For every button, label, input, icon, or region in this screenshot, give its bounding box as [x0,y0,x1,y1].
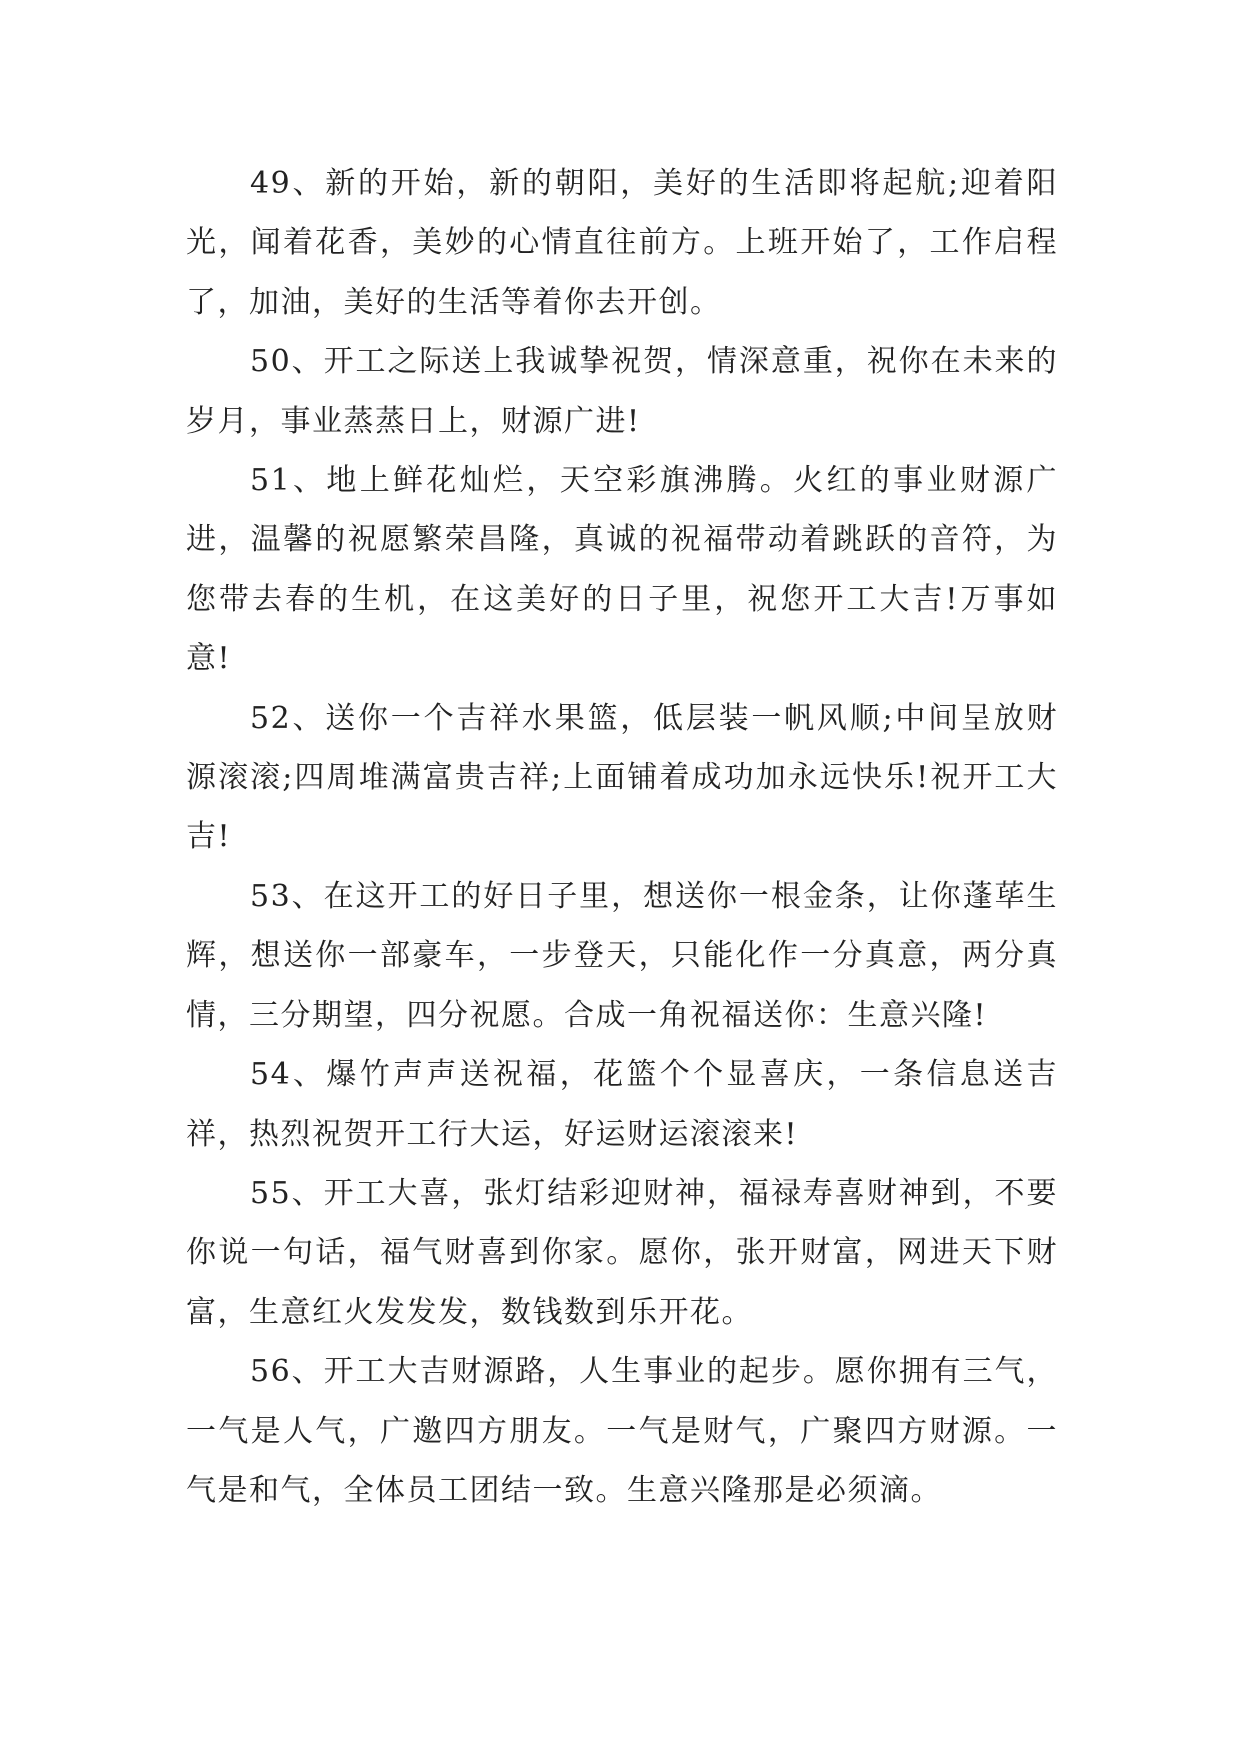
paragraph-50: 50、开工之际送上我诚挚祝贺，情深意重，祝你在未来的岁月，事业蒸蒸日上，财源广进! [186,344,1058,439]
paragraph-55: 55、开工大喜，张灯结彩迎财神，福禄寿喜财神到，不要你说一句话，福气财喜到你家。愿你，张开财富，网进天下财富，生意红火发发发，数钱数到乐开花。 [186,1175,1058,1330]
paragraph-52: 52、送你一个吉祥水果篮，低层装一帆风顺;中间呈放财源滚滚;四周堆满富贵吉祥;上面铺着成功加永远快乐!祝开工大吉! [186,700,1058,855]
paragraph-56: 56、开工大吉财源路，人生事业的起步。愿你拥有三气，一气是人气，广邀四方朋友。一气是财气，广聚四方财源。一气是和气，全体员工团结一致。生意兴隆那是必须滴。 [186,1354,1058,1508]
paragraph-51: 51、地上鲜花灿烂，天空彩旗沸腾。火红的事业财源广进，温馨的祝愿繁荣昌隆，真诚的祝福带动着跳跃的音符，为您带去春的生机，在这美好的日子里，祝您开工大吉!万事如意! [186,463,1058,677]
paragraph-54: 54、爆竹声声送祝福，花篮个个显喜庆，一条信息送吉祥，热烈祝贺开工行大运，好运财运滚滚来! [186,1057,1058,1152]
document-body [186,154,1058,1520]
paragraph-53: 53、在这开工的好日子里，想送你一根金条，让你蓬荜生辉，想送你一部豪车，一步登天，只能化作一分真意，两分真情，三分期望，四分祝愿。合成一角祝福送你：生意兴隆! [186,878,1058,1033]
paragraph-49: 49、新的开始，新的朝阳，美好的生活即将起航;迎着阳光，闻着花香，美妙的心情直往前方。上班开始了，工作启程了，加油，美好的生活等着你去开创。 [186,166,1058,320]
